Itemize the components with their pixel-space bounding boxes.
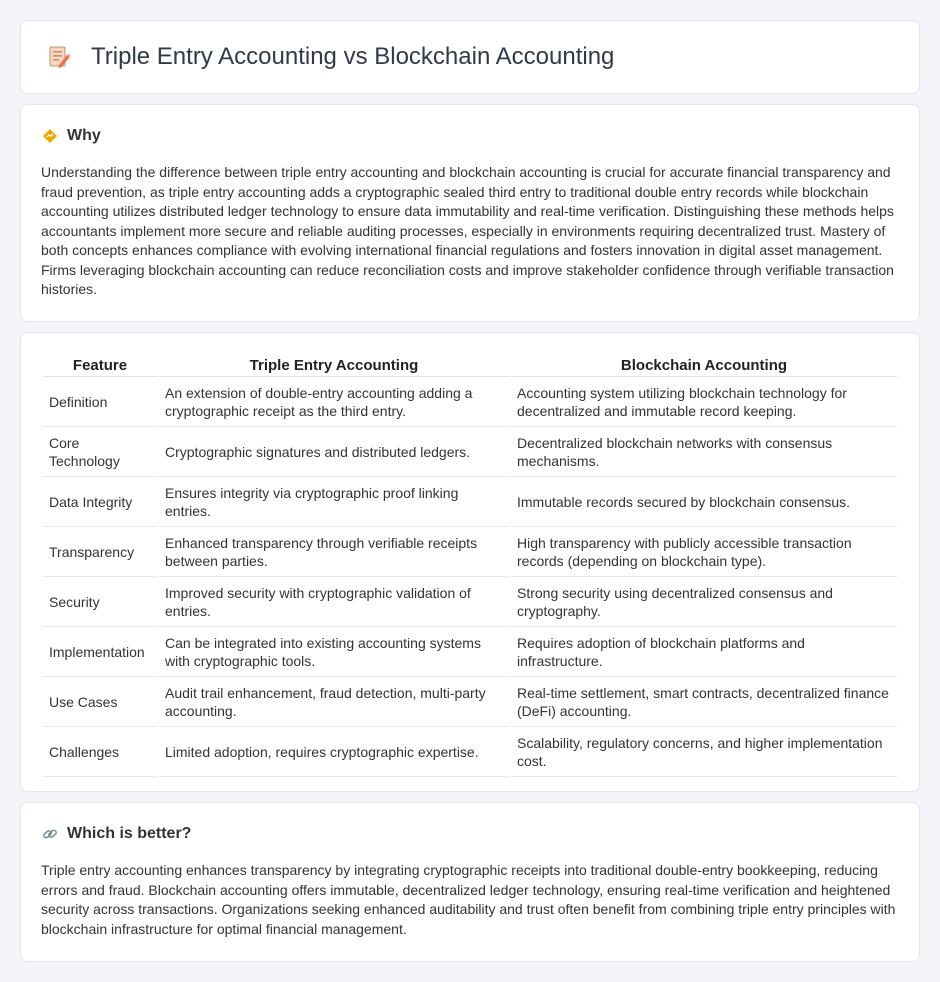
header-feature: Feature <box>43 354 157 377</box>
blockchain-cell: Real-time settlement, smart contracts, decentralized finance (DeFi) accounting. <box>511 678 897 727</box>
which-better-section <box>20 802 920 962</box>
comparison-table <box>41 353 899 778</box>
triple-entry-cell: Improved security with cryptographic validation of entries. <box>159 578 509 627</box>
header-triple-entry: Triple Entry Accounting <box>159 354 509 377</box>
triple-entry-cell: Audit trail enhancement, fraud detection, multi-party accounting. <box>159 678 509 727</box>
feature-cell: Definition <box>43 378 157 427</box>
triple-entry-cell: Ensures integrity via cryptographic proof linking entries. <box>159 478 509 527</box>
table-row <box>43 378 897 427</box>
diamond-sign-icon <box>41 127 59 145</box>
blockchain-cell: Scalability, regulatory concerns, and higher implementation cost. <box>511 728 897 777</box>
header-blockchain: Blockchain Accounting <box>511 354 897 377</box>
table-header-row <box>43 354 897 377</box>
feature-cell: Core Technology <box>43 428 157 477</box>
blockchain-cell: Immutable records secured by blockchain consensus. <box>511 478 897 527</box>
link-icon <box>41 825 59 843</box>
page-title: Triple Entry Accounting vs Blockchain Accounting <box>91 43 615 70</box>
blockchain-cell: Decentralized blockchain networks with consensus mechanisms. <box>511 428 897 477</box>
triple-entry-cell: An extension of double-entry accounting adding a cryptographic receipt as the third entry. <box>159 378 509 427</box>
table-row <box>43 578 897 627</box>
table-row <box>43 628 897 677</box>
table-row <box>43 528 897 577</box>
feature-cell: Security <box>43 578 157 627</box>
feature-cell: Data Integrity <box>43 478 157 527</box>
feature-cell: Implementation <box>43 628 157 677</box>
blockchain-cell: Strong security using decentralized consensus and cryptography. <box>511 578 897 627</box>
feature-cell: Challenges <box>43 728 157 777</box>
which-better-heading: Which is better? <box>67 825 192 842</box>
why-section <box>20 104 920 322</box>
table-row <box>43 678 897 727</box>
comparison-card <box>20 332 920 792</box>
feature-cell: Use Cases <box>43 678 157 727</box>
feature-cell: Transparency <box>43 528 157 577</box>
title-card <box>20 20 920 94</box>
blockchain-cell: High transparency with publicly accessible transaction records (depending on blockchain type). <box>511 528 897 577</box>
blockchain-cell: Requires adoption of blockchain platforms and infrastructure. <box>511 628 897 677</box>
table-row <box>43 478 897 527</box>
document-pencil-icon <box>45 43 73 71</box>
why-text: Understanding the difference between triple entry accounting and blockchain accounting is crucial for accurate financial transparency and fraud prevention, as triple entry accounting adds a cryptographic sealed third entry to traditional double entry records while blockchain accounting utilizes distributed ledger technology to ensure data immutability and real-time verification. Distinguishing these methods helps accountants implement more secure and reliable auditing processes, especially in environments requiring decentralized trust. Mastery of both concepts enhances compliance with evolving international financial regulations and fosters innovation in digital asset management. Firms leveraging blockchain accounting can reduce reconciliation costs and improve stakeholder confidence through verifiable transaction histories. <box>41 164 894 297</box>
triple-entry-cell: Cryptographic signatures and distributed ledgers. <box>159 428 509 477</box>
triple-entry-cell: Can be integrated into existing accounting systems with cryptographic tools. <box>159 628 509 677</box>
table-row <box>43 428 897 477</box>
blockchain-cell: Accounting system utilizing blockchain technology for decentralized and immutable record keeping. <box>511 378 897 427</box>
triple-entry-cell: Limited adoption, requires cryptographic expertise. <box>159 728 509 777</box>
triple-entry-cell: Enhanced transparency through verifiable receipts between parties. <box>159 528 509 577</box>
why-heading: Why <box>67 127 101 144</box>
which-better-text: Triple entry accounting enhances transparency by integrating cryptographic receipts into traditional double-entry bookkeeping, reducing errors and fraud. Blockchain accounting offers immutable, decentralized ledger technology, ensuring real-time verification and heightened security across transactions. Organizations seeking enhanced auditability and trust often benefit from combining triple entry principles with blockchain infrastructure for optimal financial management. <box>41 862 896 937</box>
table-row <box>43 728 897 777</box>
